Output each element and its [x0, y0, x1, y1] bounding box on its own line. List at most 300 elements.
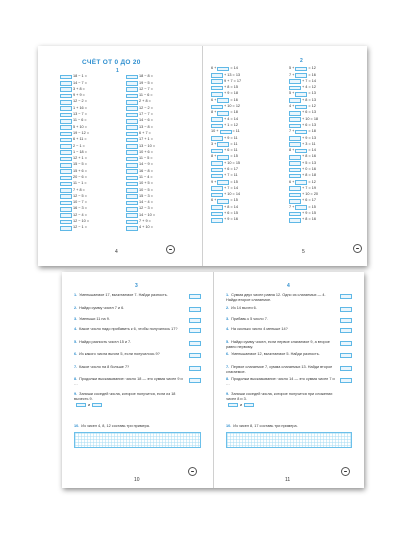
answer-box[interactable] [189, 341, 201, 346]
answer-box[interactable] [289, 186, 301, 191]
equation-text: 10 − 5 = [139, 187, 153, 192]
drill-column [289, 66, 337, 223]
task-number: 10. [74, 424, 80, 428]
answer-box[interactable] [60, 169, 72, 174]
answer-box[interactable] [126, 182, 138, 187]
equation-text: = 18 [230, 110, 238, 115]
task-text: Запиши соседей числа, которое получится, если из 18 вычесть 9. [74, 392, 176, 401]
answer-box[interactable] [60, 220, 72, 225]
smiley-face-icon [353, 244, 362, 253]
task-item [74, 377, 185, 386]
answer-box[interactable] [295, 205, 307, 210]
answer-box[interactable] [60, 226, 72, 231]
answer-box[interactable] [60, 157, 72, 162]
equation-text: 11 − 6 = [73, 118, 87, 123]
answer-box[interactable] [289, 218, 301, 223]
answer-box[interactable] [60, 182, 72, 187]
task-number: 7. [226, 365, 230, 369]
answer-box[interactable] [295, 67, 307, 72]
equation-text: 12 − 3 = [139, 206, 153, 211]
answer-box[interactable] [211, 117, 223, 122]
equation-text: 8 + [211, 154, 217, 159]
equation-text: + 9 = 15 [302, 211, 316, 216]
equation-text: 19 − 12 = [73, 130, 90, 135]
equation-text: 11 − 5 = [139, 156, 153, 161]
equation-text: + 8 = 18 [302, 173, 316, 178]
task-text: Какое число надо прибавить к 6, чтобы получилось 17? [79, 327, 178, 331]
answer-box[interactable] [92, 403, 102, 407]
task-text: Уменьшаемое 17, вычитаемое 7. Найди разность. [79, 293, 168, 297]
equation-text: + 7 = 11 [224, 173, 238, 178]
answer-box[interactable] [60, 132, 72, 137]
neighbors-row [228, 403, 254, 407]
answer-box[interactable] [60, 163, 72, 168]
task-item [74, 306, 185, 311]
page-right-5 [203, 46, 367, 266]
answer-box[interactable] [217, 111, 229, 116]
equation-text: 12 − 10 = [73, 219, 90, 224]
answer-box[interactable] [211, 174, 223, 179]
answer-box[interactable] [289, 193, 301, 198]
equation-text: + 10 = 20 [302, 192, 319, 197]
equation-text: + 8 = 15 [224, 85, 238, 90]
answer-box[interactable] [189, 353, 201, 358]
task-number: 1. [74, 293, 78, 297]
answer-box[interactable] [340, 341, 352, 346]
equation-text: + 0 = 16 [302, 167, 316, 171]
equation-text: = 12 [308, 104, 316, 109]
equation-text: + 8 = 16 [302, 154, 316, 159]
equation-text: + 10 = 12 [224, 104, 241, 109]
equation-text: 14 − 10 = [139, 212, 156, 217]
equation-row [211, 217, 259, 223]
task-number: 4. [226, 327, 230, 331]
equation-text: 2 − 1 = [73, 143, 85, 148]
answer-box[interactable] [126, 132, 138, 137]
answer-box[interactable] [126, 188, 138, 193]
answer-box[interactable] [289, 98, 301, 103]
equation-text: + 7 = 14 [224, 185, 238, 190]
equation-text: 1 + 16 = [73, 105, 87, 110]
answer-box[interactable] [211, 212, 223, 217]
equation-text: 13 − 8 = [139, 124, 153, 129]
answer-box[interactable] [289, 174, 301, 179]
equation-text: = 18 [308, 129, 316, 134]
answer-box[interactable] [340, 378, 352, 383]
drill-column [211, 66, 259, 223]
answer-box[interactable] [60, 213, 72, 218]
equation-text: 12 + 1 = [73, 156, 87, 161]
answer-box[interactable] [211, 149, 223, 154]
task-text: Запиши соседей числа, которое получится при сложении чисел 8 и 3. [226, 392, 333, 401]
answer-box[interactable] [60, 106, 72, 111]
equation-text: 18 − 1 = [73, 74, 87, 79]
answer-box[interactable] [126, 75, 138, 80]
workbook-spread-counting [38, 46, 367, 266]
task-item [226, 424, 336, 429]
equation-row [289, 217, 337, 223]
answer-box[interactable] [228, 403, 238, 407]
neighbors-row [76, 403, 102, 407]
answer-box[interactable] [211, 168, 223, 173]
answer-box[interactable] [211, 136, 223, 141]
equation-text: 12 − 5 = [73, 193, 87, 198]
page-number: 5 [302, 249, 305, 255]
answer-box[interactable] [60, 188, 72, 193]
equation-text: + 6 = 13 [302, 122, 316, 127]
equation-text: + 10 = 14 [224, 192, 241, 197]
answer-box[interactable] [60, 144, 72, 149]
answer-box[interactable] [126, 100, 138, 105]
task-number: 6. [74, 352, 78, 356]
answer-box[interactable] [289, 117, 301, 122]
equation-text: 9 + 7 = 17 [224, 78, 242, 83]
answer-box[interactable] [211, 161, 223, 166]
task-number: 10. [226, 424, 232, 428]
equation-text: 17 + 1 = [139, 137, 153, 142]
equation-text: 7 + 8 = [73, 187, 85, 192]
task-item [226, 365, 336, 374]
equation-text: 14 − 9 = [139, 162, 153, 167]
answer-box[interactable] [289, 86, 301, 91]
task-item [226, 377, 336, 386]
equation-text: 3 + 8 = [73, 86, 85, 91]
answer-box[interactable] [211, 105, 223, 110]
task-item [74, 327, 185, 332]
equation-text: 15 − 5 = [73, 162, 87, 167]
workbook-spread-word-problems [62, 272, 364, 488]
task-text: Из чисел 4, 8, 12 составь три примера. [81, 424, 150, 428]
answer-box[interactable] [340, 318, 352, 323]
equation-text: 10 + [211, 129, 219, 134]
answer-box[interactable] [126, 226, 138, 231]
equation-text: 15 − 3 = [139, 193, 153, 198]
equation-text: + 8 = 16 [302, 217, 316, 222]
answer-box[interactable] [76, 403, 86, 407]
answer-box[interactable] [220, 130, 232, 135]
answer-box[interactable] [126, 201, 138, 206]
equation-text: + 6 = 15 [224, 211, 238, 216]
answer-box[interactable] [60, 150, 72, 155]
equation-text: 2 + 8 = [139, 99, 151, 104]
equation-text: 11 − 6 = [139, 93, 153, 98]
answer-box[interactable] [60, 100, 72, 105]
answer-box[interactable] [211, 73, 223, 78]
answer-box[interactable] [60, 201, 72, 206]
answer-box[interactable] [189, 307, 201, 312]
answer-box[interactable] [126, 157, 138, 162]
task-item [226, 352, 336, 357]
answer-box[interactable] [289, 136, 301, 141]
answer-box[interactable] [60, 81, 72, 86]
task-item [74, 317, 185, 322]
answer-box[interactable] [289, 79, 301, 84]
equation-text: 6 + 11 = [73, 137, 87, 142]
answer-box[interactable] [126, 119, 138, 124]
answer-box[interactable] [60, 113, 72, 118]
answer-box[interactable] [126, 150, 138, 155]
answer-box[interactable] [217, 155, 229, 160]
answer-box[interactable] [126, 176, 138, 181]
equation-row [126, 225, 174, 231]
answer-box[interactable] [60, 94, 72, 99]
task-number: 6. [226, 352, 230, 356]
equation-text: + 9 = 13 [302, 135, 316, 140]
task-text: Сумма двух чисел равна 12. Одно из слагаемых — 4. Найди второе слагаемое. [226, 293, 326, 302]
equation-text: + 7 = 14 [302, 78, 316, 83]
equation-text: 10 − 7 = [73, 200, 87, 205]
task-text: Найди сумму чисел, если первое слагаемое 9, а второе равно первому. [226, 340, 330, 349]
answer-box[interactable] [211, 218, 223, 223]
task-text: Найди разность чисел 15 и 7. [79, 340, 132, 344]
equation-row [60, 225, 108, 231]
answer-box[interactable] [289, 155, 301, 160]
equation-text: 1 − 18 = [73, 149, 87, 154]
equation-text: 5 + [289, 66, 295, 71]
answer-box[interactable] [60, 138, 72, 143]
answer-box[interactable] [60, 87, 72, 92]
answer-box[interactable] [60, 194, 72, 199]
task-number: 8. [226, 377, 230, 381]
task-item [74, 352, 185, 357]
answer-box[interactable] [217, 142, 229, 147]
answer-box[interactable] [126, 220, 138, 225]
answer-box[interactable] [126, 81, 138, 86]
equation-text: + 8 = 13 [302, 97, 316, 102]
equation-text: 7 + [289, 72, 295, 77]
answer-box[interactable] [60, 75, 72, 80]
equation-text: 3 + [211, 141, 217, 146]
answer-box[interactable] [217, 199, 229, 204]
answer-box[interactable] [244, 403, 254, 407]
answer-box[interactable] [217, 98, 229, 103]
answer-box[interactable] [295, 105, 307, 110]
equation-text: + 9 = 16 [224, 217, 238, 222]
answer-box[interactable] [295, 92, 307, 97]
page-number: 11 [285, 477, 291, 483]
equation-text: + 7 = 19 [302, 185, 316, 190]
equation-text: 12 − 7 = [139, 86, 153, 91]
equation-text: + 8 = 14 [224, 204, 238, 209]
exercise-number: 3 [135, 283, 138, 289]
task-text: Какое число на 8 больше 7? [79, 365, 130, 369]
equation-text: 9 + 9 = [73, 93, 85, 98]
task-text: Продолжи высказывание: число 18 — это сумма чисел 9 и … [74, 377, 183, 386]
equation-text: + 1 = 12 [224, 122, 238, 127]
equation-text: = 11 [232, 129, 240, 134]
equation-text: = 14 [308, 148, 316, 153]
equation-text: = 13 [308, 91, 316, 96]
answer-box[interactable] [340, 307, 352, 312]
answer-box[interactable] [289, 161, 301, 166]
equation-text: + 6 = 17 [302, 198, 316, 203]
task-number: 5. [226, 340, 230, 344]
equation-text: + 6 = 13 [302, 110, 316, 115]
answer-box[interactable] [289, 199, 301, 204]
task-item [226, 392, 336, 401]
answer-box[interactable] [340, 328, 352, 333]
task-text: Продолжи высказывание: число 14 — это сумма чисел 7 и … [226, 377, 335, 386]
equation-text: 7 + 9 = [139, 219, 151, 224]
equation-text: 13 − 7 = [73, 112, 87, 117]
equation-text: 8 + [211, 110, 217, 115]
equation-text: + 13 = 13 [224, 72, 241, 77]
task-item [74, 365, 185, 370]
answer-box[interactable] [126, 163, 138, 168]
task-number: 9. [226, 392, 230, 396]
exercise-number: 1 [116, 68, 119, 74]
task-item [74, 293, 185, 298]
task-item [74, 424, 185, 429]
smiley-face-icon [341, 467, 350, 476]
answer-box[interactable] [126, 113, 138, 118]
answer-box[interactable] [126, 125, 138, 130]
answer-box[interactable] [289, 124, 301, 129]
equation-text: + 6 = 11 [224, 148, 238, 153]
answer-box[interactable] [126, 94, 138, 99]
conjunction-text: и [88, 403, 91, 407]
answer-box[interactable] [217, 67, 229, 72]
page-right-11 [214, 272, 364, 488]
answer-box[interactable] [189, 318, 201, 323]
equation-text: 6 + [211, 198, 217, 203]
equation-text: 14 − 4 = [139, 200, 153, 205]
answer-box[interactable] [60, 119, 72, 124]
task-number: 2. [226, 306, 230, 310]
task-item [74, 392, 185, 401]
equation-text: 4 + [289, 104, 295, 109]
answer-box[interactable] [126, 106, 138, 111]
page-title: СЧЁТ ОТ 0 ДО 20 [82, 59, 141, 66]
answer-box[interactable] [126, 144, 138, 149]
answer-box[interactable] [217, 180, 229, 185]
equation-text: = 12 [308, 66, 316, 71]
answer-box[interactable] [126, 194, 138, 199]
answer-box[interactable] [211, 193, 223, 198]
answer-box[interactable] [126, 169, 138, 174]
answer-box[interactable] [126, 87, 138, 92]
equation-text: 13 − 10 = [139, 143, 156, 148]
answer-box[interactable] [340, 294, 352, 299]
equation-text: 20 − 6 = [73, 175, 87, 179]
equation-text: 5 + [289, 91, 295, 96]
equation-text: 14 − 6 = [139, 118, 153, 123]
equation-text: + 5 = 13 [302, 160, 316, 165]
task-number: 7. [74, 365, 78, 369]
answer-box[interactable] [289, 168, 301, 173]
exercise-number: 2 [300, 58, 303, 64]
answer-box[interactable] [295, 180, 307, 185]
equation-text: = 15 [308, 204, 316, 209]
answer-box[interactable] [126, 213, 138, 218]
equation-text: 11 − 4 = [139, 175, 153, 179]
page-number: 4 [115, 249, 118, 255]
answer-box[interactable] [295, 73, 307, 78]
task-text: Прибавь к 5 число 7. [231, 317, 268, 321]
answer-box[interactable] [60, 207, 72, 212]
task-number: 3. [74, 317, 78, 321]
equation-text: 6 + 7 = [139, 130, 151, 135]
task-number: 8. [74, 377, 78, 381]
task-number: 1. [226, 293, 230, 297]
equation-text: = 16 [308, 72, 316, 77]
equation-text: 4 + 10 = [139, 225, 153, 230]
equation-text: 16 − 3 = [73, 206, 87, 211]
task-number: 2. [74, 306, 78, 310]
answer-box[interactable] [189, 328, 201, 333]
equation-text: = 15 [230, 198, 238, 203]
task-text: Найди сумму чисел 7 и 6. [79, 306, 125, 310]
answer-box[interactable] [211, 79, 223, 84]
answer-box[interactable] [126, 207, 138, 212]
answer-box[interactable] [211, 205, 223, 210]
equation-text: + 4 = 12 [302, 85, 316, 90]
task-text: Из какого числа вычли 5, если получилось 9? [79, 352, 160, 356]
equation-text: 16 − 8 = [139, 168, 153, 173]
equation-text: 6 + [211, 66, 217, 71]
equation-text: 12 − 2 = [73, 99, 87, 104]
equation-text: 19 − 5 = [139, 80, 153, 85]
equation-text: 7 + [289, 204, 295, 209]
task-text: Уменьшаемое 12, вычитаемое 5. Найди разность. [231, 352, 320, 356]
answer-box[interactable] [211, 86, 223, 91]
answer-box[interactable] [295, 130, 307, 135]
equation-text: + 10 = 18 [302, 116, 319, 121]
equation-text: 8 + [289, 148, 295, 153]
answer-box[interactable] [340, 366, 352, 371]
squared-writing-grid[interactable] [74, 432, 201, 448]
task-number: 5. [74, 340, 78, 344]
task-text: Уменьши 11 на 9. [79, 317, 110, 321]
smiley-face-icon [188, 467, 197, 476]
task-item [226, 317, 336, 322]
page-left-4 [38, 46, 202, 266]
answer-box[interactable] [60, 176, 72, 181]
squared-writing-grid[interactable] [226, 432, 352, 448]
answer-box[interactable] [189, 294, 201, 299]
page-number: 10 [134, 477, 140, 483]
equation-text: + 9 = 11 [224, 135, 238, 140]
answer-box[interactable] [289, 142, 301, 147]
equation-text: 18 − 8 = [139, 74, 153, 79]
answer-box[interactable] [60, 125, 72, 130]
equation-text: 6 + [289, 179, 295, 184]
equation-text: 9 + [211, 179, 217, 184]
answer-box[interactable] [295, 149, 307, 154]
answer-box[interactable] [340, 353, 352, 358]
task-item [226, 306, 336, 311]
equation-text: 14 − 7 = [73, 80, 87, 85]
task-number: 9. [74, 392, 78, 396]
equation-text: + 9 = 18 [224, 91, 238, 96]
answer-box[interactable] [126, 138, 138, 143]
answer-box[interactable] [189, 366, 201, 371]
task-text: На сколько число 4 меньше 14? [231, 327, 288, 331]
answer-box[interactable] [211, 92, 223, 97]
equation-text: 12 − 1 = [73, 225, 87, 230]
equation-text: = 15 [230, 179, 238, 184]
answer-box[interactable] [289, 212, 301, 217]
answer-box[interactable] [289, 111, 301, 116]
smiley-face-icon [166, 245, 175, 254]
answer-box[interactable] [211, 124, 223, 129]
equation-text: = 15 [230, 154, 238, 159]
equation-text: + 10 = 15 [224, 160, 241, 165]
equation-text: 10 + 5 = [139, 181, 153, 186]
answer-box[interactable] [211, 186, 223, 191]
equation-text: = 14 [230, 66, 238, 71]
answer-box[interactable] [189, 378, 201, 383]
